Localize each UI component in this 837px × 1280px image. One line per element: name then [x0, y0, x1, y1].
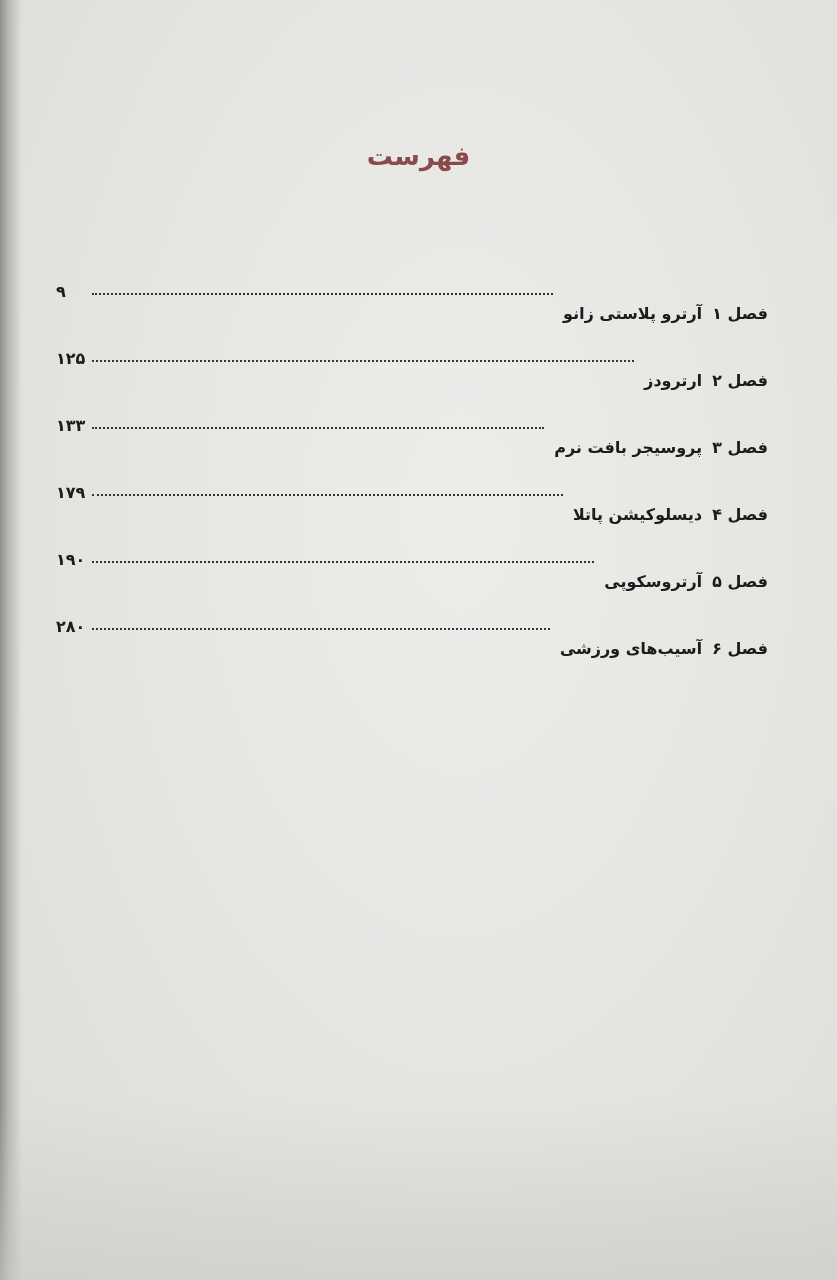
binding-shadow: [0, 0, 22, 1280]
chapter-label: فصل ۴: [712, 505, 768, 524]
page-number: ۲۸۰: [56, 617, 86, 636]
chapter-title: دیسلوکیشن پاتلا: [572, 505, 703, 524]
chapter-title: ارترودز: [644, 371, 703, 390]
page-number: ۱۳۳: [56, 416, 86, 435]
chapter-label: فصل ۶: [712, 639, 768, 658]
page-number: ۱۹۰: [56, 550, 86, 569]
page-shading: [0, 1100, 837, 1280]
chapter-label: فصل ۱: [712, 304, 768, 323]
toc-row-1: [56, 262, 768, 329]
chapter-title: پروسیجر بافت نرم: [554, 438, 703, 457]
page-number: ۱۷۹: [56, 483, 86, 502]
dot-leader: [92, 292, 553, 295]
toc-row-6: [56, 597, 768, 664]
dot-leader: [92, 359, 634, 362]
page-number: ۹: [56, 282, 66, 301]
chapter-title: آسیب‌های ورزشی: [559, 639, 703, 658]
toc-row-3: [56, 396, 768, 463]
dot-leader: [92, 493, 563, 496]
dot-leader: [92, 627, 550, 630]
chapter-title: آرتروسکوپی: [604, 572, 703, 591]
chapter-title: آرترو پلاستی زانو: [563, 304, 703, 323]
table-of-contents: [56, 262, 768, 664]
toc-row-2: [56, 329, 768, 396]
dot-leader: [92, 426, 544, 429]
dot-leader: [92, 560, 594, 563]
toc-row-5: [56, 530, 768, 597]
chapter-label: فصل ۲: [712, 371, 768, 390]
chapter-label: فصل ۵: [712, 572, 768, 591]
toc-row-4: [56, 463, 768, 530]
chapter-label: فصل ۳: [712, 438, 768, 457]
page-number: ۱۲۵: [56, 349, 86, 368]
toc-heading: فهرست: [366, 142, 471, 172]
